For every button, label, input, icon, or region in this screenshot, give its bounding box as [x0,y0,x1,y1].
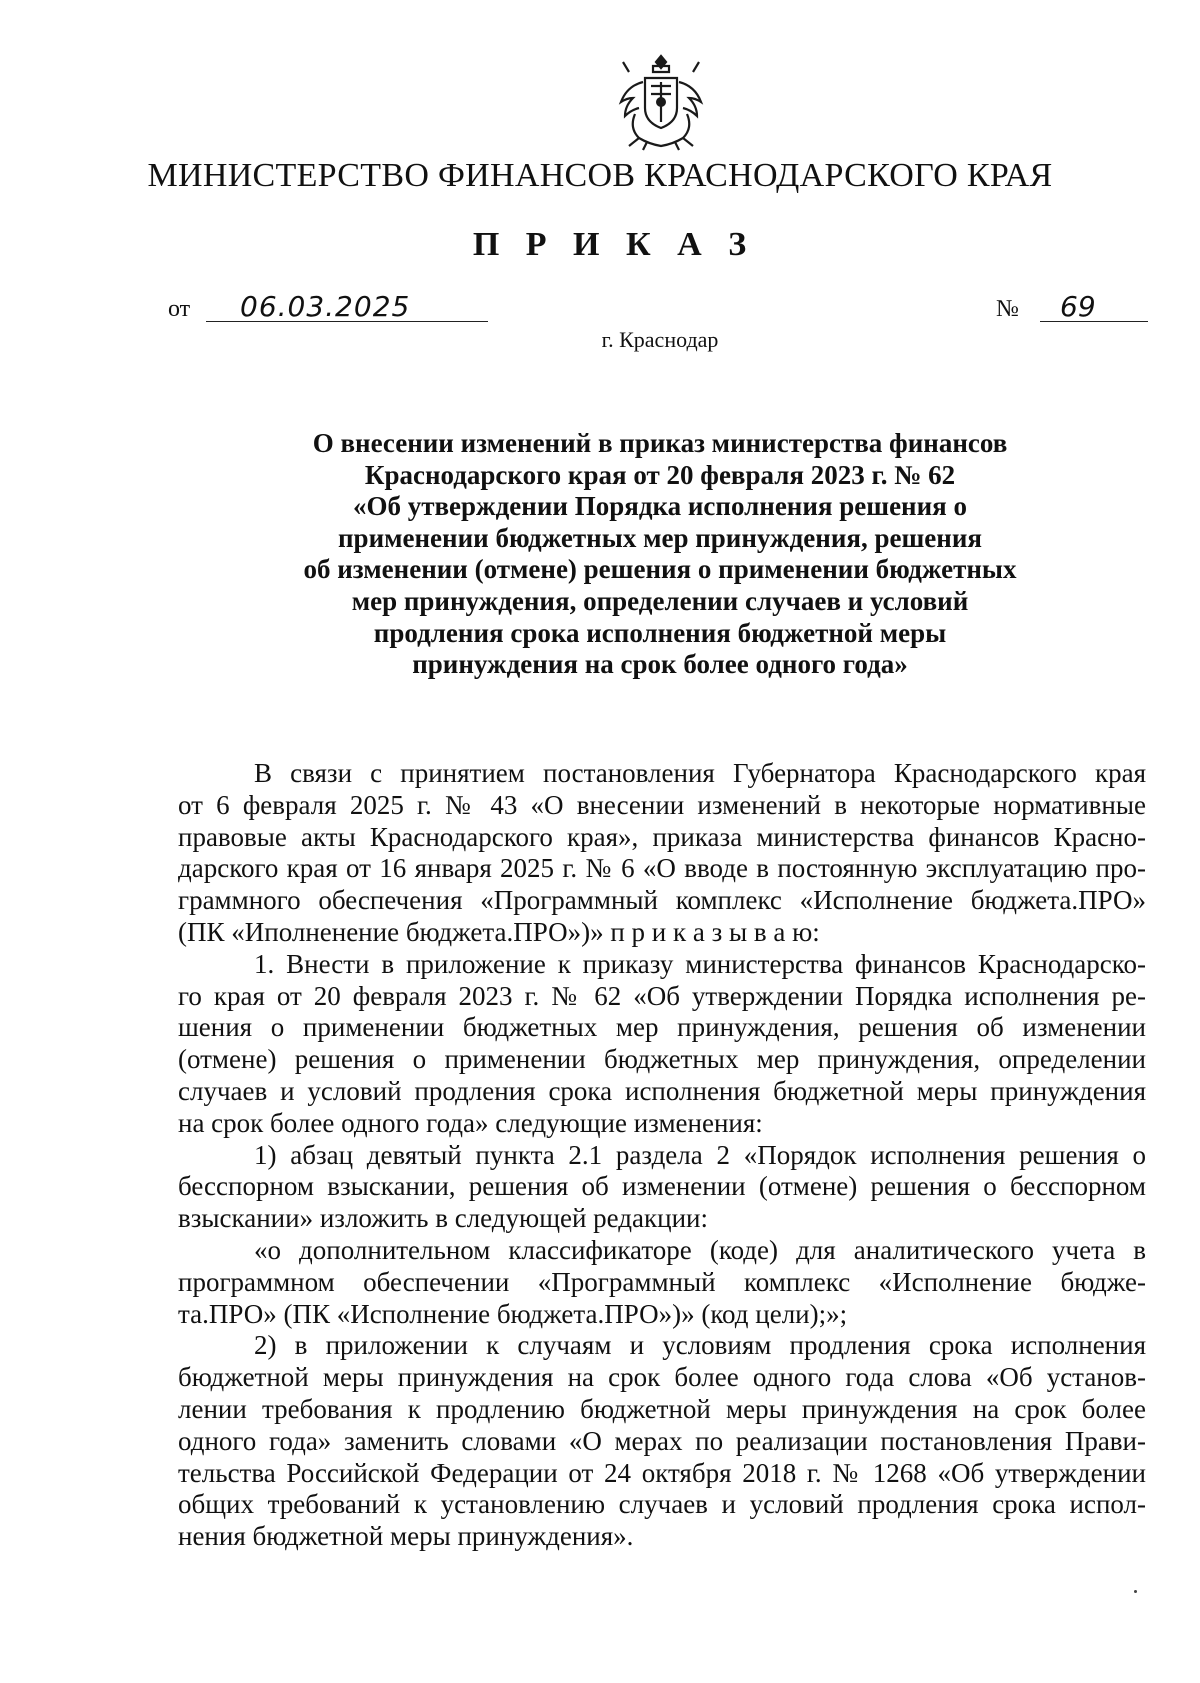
body-line: (ПК «Иполненение бюджета.ПРО»)» п р и к а з ы в а ю: [178,916,820,947]
body-line: го края от 20 февраля 2023 г. № 62 «Об утверждении Порядка исполнения ре- [178,980,1146,1011]
body-line: бюджетной меры принуждения на срок более одного года слова «Об установ- [178,1362,1146,1393]
body-line: лении требования к продлению бюджетной меры принуждения на срок более [178,1393,1146,1424]
date-label: от [168,296,191,322]
handwritten-number: 69 [1060,290,1096,323]
subject-line: Краснодарского края от 20 февраля 2023 г. № 62 [364,459,956,490]
scan-speck [1134,1590,1137,1593]
body-line: взыскании» изложить в следующей редакции: [178,1203,708,1234]
body-line: «о дополнительном классификаторе (коде) для аналитического учета в [254,1234,1146,1265]
number-label: № [996,296,1019,322]
handwritten-date: 06.03.2025 [240,290,411,323]
body-line: та.ПРО» (ПК «Исполнение бюджета.ПРО»)» (код цели);»; [178,1298,848,1329]
subject-line: продления срока исполнения бюджетной меры [373,617,947,648]
city-name: г. Краснодар [601,327,719,352]
subject-line: О внесении изменений в приказ министерства финансов [312,428,1008,458]
body-line: 2) в приложении к случаям и условиям продления срока исполнения [254,1330,1146,1361]
body-line: нения бюджетной меры принуждения». [178,1521,634,1552]
subject-line: применении бюджетных мер принуждения, решения [338,522,982,553]
body-line: (отмене) решения о применении бюджетных мер принуждения, определении [178,1044,1146,1075]
body-line: случаев и условий продления срока исполнения бюджетной меры принуждения [178,1075,1146,1106]
order-subject-heading [250,428,1070,681]
ministry-name: МИНИСТЕРСТВО ФИНАНСОВ КРАСНОДАРСКОГО КРАЯ [147,157,1053,194]
subject-line: мер принуждения, определении случаев и условий [351,585,969,616]
body-line: шения о применении бюджетных мер принуждения, решения об изменении [178,1012,1146,1043]
body-line: бесспорном взыскании, решения об изменении (отмене) решения о бесспорном [178,1171,1146,1202]
body-line: от 6 февраля 2025 г. № 43 «О внесении изменений в некоторые нормативные [178,789,1146,820]
body-line: тельства Российской Федерации от 24 октября 2018 г. № 1268 «Об утверждении [178,1457,1146,1488]
body-line: на срок более одного года» следующие изменения: [178,1107,763,1138]
body-line: 1) абзац девятый пункта 2.1 раздела 2 «Порядок исполнения решения о [254,1139,1146,1170]
body-line: В связи с принятием постановления Губернатора Краснодарского края [254,758,1146,788]
coat-of-arms-emblem [615,52,707,152]
body-line: общих требований к установлению случаев и условий продления срока испол- [178,1489,1146,1520]
body-line: 1. Внести в приложение к приказу министерства финансов Краснодарско- [254,948,1146,979]
body-line: программном обеспечении «Программный комплекс «Исполнение бюдже- [178,1266,1146,1297]
subject-line: об изменении (отмене) решения о применении бюджетных [303,554,1017,585]
document-type-title: П Р И К А З [472,226,756,263]
subject-line: «Об утверждении Порядка исполнения решения о [352,491,968,522]
body-line: граммного обеспечения «Программный комплекс «Исполнение бюджета.ПРО» [178,885,1146,916]
subject-line: принуждения на срок более одного года» [412,649,908,680]
body-line: дарского края от 16 января 2025 г. № 6 «О вводе в постоянную эксплуатацию про- [178,853,1146,884]
body-line: одного года» заменить словами «О мерах по реализации постановления Прави- [178,1425,1146,1456]
body-line: правовые акты Краснодарского края», приказа министерства финансов Красно- [178,821,1146,852]
order-body-text [178,758,1146,1553]
